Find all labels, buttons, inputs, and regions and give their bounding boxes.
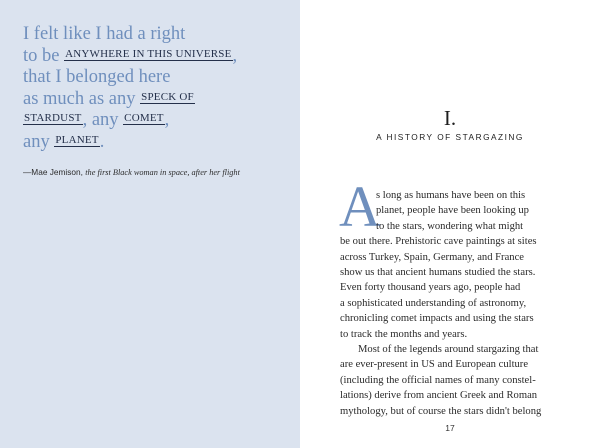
quote-text: any	[23, 131, 55, 152]
quote-text: that I belonged here	[23, 67, 171, 87]
attribution-name: —Mae Jemison,	[23, 167, 86, 177]
quote-line	[23, 46, 293, 68]
body-line: Most of the legends around stargazing that	[358, 344, 539, 356]
quote-line	[23, 110, 293, 132]
body-line: to track the months and years.	[340, 328, 468, 340]
body-line: Even forty thousand years ago, people had	[340, 282, 521, 294]
body-line: show us that ancient humans studied the stars.	[340, 267, 536, 279]
highlighted-phrase: STARDUST	[24, 112, 82, 124]
highlighted-phrase: SPECK OF	[141, 90, 194, 103]
epigraph-quote	[23, 24, 293, 153]
chapter-number: I.	[443, 106, 457, 130]
chapter-title: A HISTORY OF STARGAZING	[376, 132, 524, 142]
body-text	[340, 188, 600, 419]
quote-attribution	[23, 167, 298, 177]
quote-line	[23, 67, 293, 89]
body-line: planet, people have been looking up	[376, 205, 529, 217]
body-line: across Turkey, Spain, Germany, and France	[340, 251, 524, 263]
body-line: are ever-present in US and European culture	[340, 359, 529, 371]
body-line: chronicling comet impacts and using the stars	[340, 313, 534, 325]
quote-text: as much as any	[23, 88, 141, 109]
body-line: (including the official names of many constel-	[340, 374, 536, 386]
body-line: s long as humans have been on this	[376, 190, 526, 201]
highlighted-phrase: COMET	[124, 112, 164, 124]
quote-text: to be	[23, 45, 65, 66]
quote-text: ,	[164, 110, 170, 130]
drop-cap: A	[339, 174, 381, 239]
body-line: to the stars, wondering what might	[376, 220, 524, 232]
highlighted-phrase: ANYWHERE IN THIS UNIVERSE	[65, 47, 232, 60]
right-page	[300, 0, 600, 448]
highlighted-phrase: PLANET	[55, 133, 99, 146]
quote-text: I felt like I had a right	[23, 24, 186, 44]
quote-text: ,	[232, 45, 238, 66]
quote-line	[23, 24, 293, 46]
body-line: a sophisticated understanding of astronomy,	[340, 297, 527, 309]
quote-text: , any	[82, 110, 124, 130]
attribution-description: the first Black woman in space, after her flight	[85, 168, 240, 177]
body-line: mythology, but of course the stars didn't belong	[340, 405, 542, 417]
body-line: be out there. Prehistoric cave paintings at sites	[340, 236, 537, 248]
quote-line	[23, 89, 293, 111]
quote-line	[23, 132, 293, 154]
page-number: 17	[445, 423, 455, 433]
quote-text: .	[99, 131, 105, 152]
body-line: lations) derive from ancient Greek and Roman	[340, 390, 538, 402]
